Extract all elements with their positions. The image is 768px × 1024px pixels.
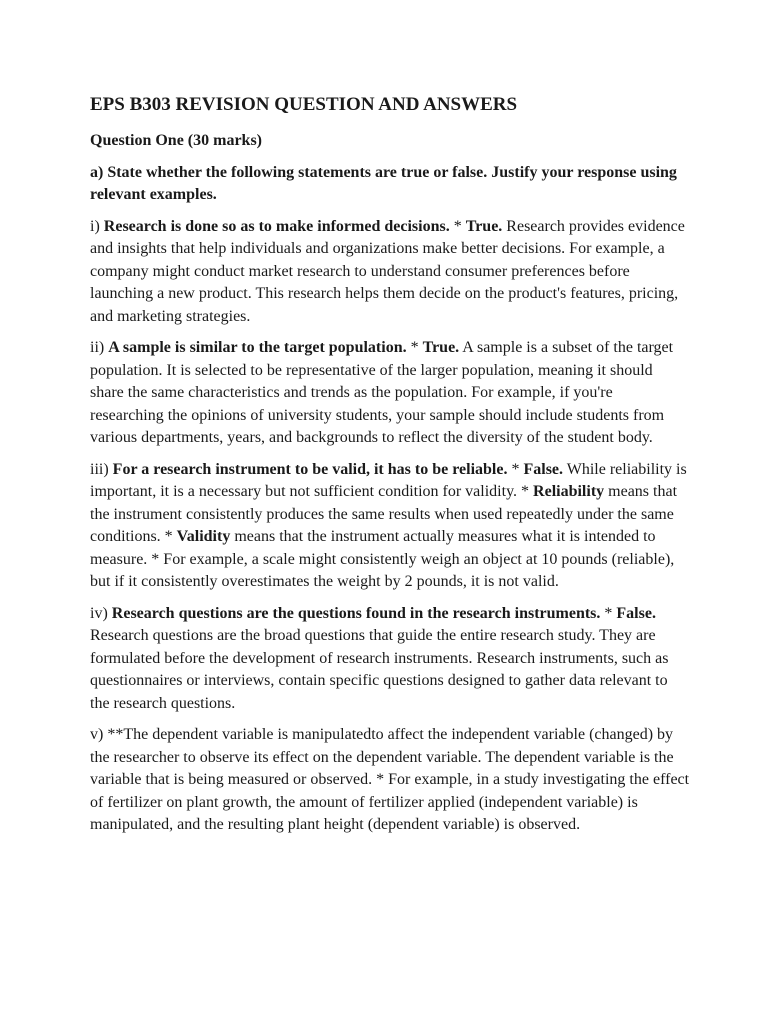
item-statement: For a research instrument to be valid, it has to be reliable. — [112, 460, 508, 478]
document-title: EPS B303 REVISION QUESTION AND ANSWERS — [90, 94, 518, 115]
item-prefix: i) — [90, 217, 104, 235]
item-statement: A sample is similar to the target population. — [108, 339, 407, 356]
item-iv — [90, 603, 690, 716]
item-prefix: iii) — [90, 460, 113, 478]
document-page — [90, 92, 690, 846]
item-ii — [90, 337, 690, 450]
item-iii — [90, 459, 690, 594]
item-body: A sample is a subset of the target population. It is selected to be representative of the larger population, meaning it should share the same characteristics and trends as the population. For example, if you're researching the opinions of university students, your sample should include students from various departments, years, and backgrounds to reflect the diversity of the student body. — [90, 339, 674, 446]
item-body: means that the instrument actually measures what it is intended to measure. * For example, a scale might consistently weigh an object at 10 pounds (reliable), but if it consistently overestimates the weight by 2 pounds, it is not valid. — [90, 528, 675, 590]
item-verdict: True. — [465, 217, 503, 235]
item-verdict: False. — [523, 460, 564, 478]
term-validity: Validity — [176, 528, 231, 545]
item-body: Research questions are the broad questions that guide the entire research study. They are formulated before the development of research instruments. Research instruments, such as questionnaires or interviews, contain specific questions designed to gather data relevant to the research questions. — [90, 627, 669, 712]
item-body: While reliability is important, it is a necessary but not sufficient condition for validity. * — [90, 460, 687, 500]
item-separator: * — [406, 339, 423, 356]
item-body: means that the instrument consistently produces the same results when used repeatedly under the same conditions. * — [90, 483, 678, 545]
item-prefix: ii) — [90, 339, 109, 356]
item-prefix: iv) — [90, 604, 112, 622]
item-statement: Research is done so as to make informed decisions. — [103, 217, 450, 235]
term-reliability: Reliability — [533, 483, 605, 500]
instruction-text: a) State whether the following statements are true or false. Justify your response using relevant examples. — [90, 163, 677, 203]
question-heading: Question One (30 marks) — [90, 132, 262, 149]
item-i — [90, 216, 690, 329]
item-separator: * — [507, 460, 524, 478]
item-verdict: True. — [422, 339, 460, 356]
item-separator: * — [449, 217, 466, 235]
item-separator: * — [600, 604, 617, 622]
item-verdict: False. — [616, 604, 656, 622]
item-body: Research provides evidence and insights that help individuals and organizations make better decisions. For example, a company might conduct market research to understand consumer preferences before launching a new product. This research helps them decide on the product's features, pricing, and marketing strategies. — [90, 217, 685, 325]
item-v: v) **The dependent variable is manipulatedto affect the independent variable (changed) by the researcher to observe its effect on the dependent variable. The dependent variable is the variable that is being measured or observed. * For example, in a study investigating the effect of fertilizer on plant growth, the amount of fertilizer applied (independent variable) is manipulated, and the resulting plant height (dependent variable) is observed. — [90, 726, 690, 833]
item-statement: Research questions are the questions found in the research instruments. — [111, 604, 601, 622]
